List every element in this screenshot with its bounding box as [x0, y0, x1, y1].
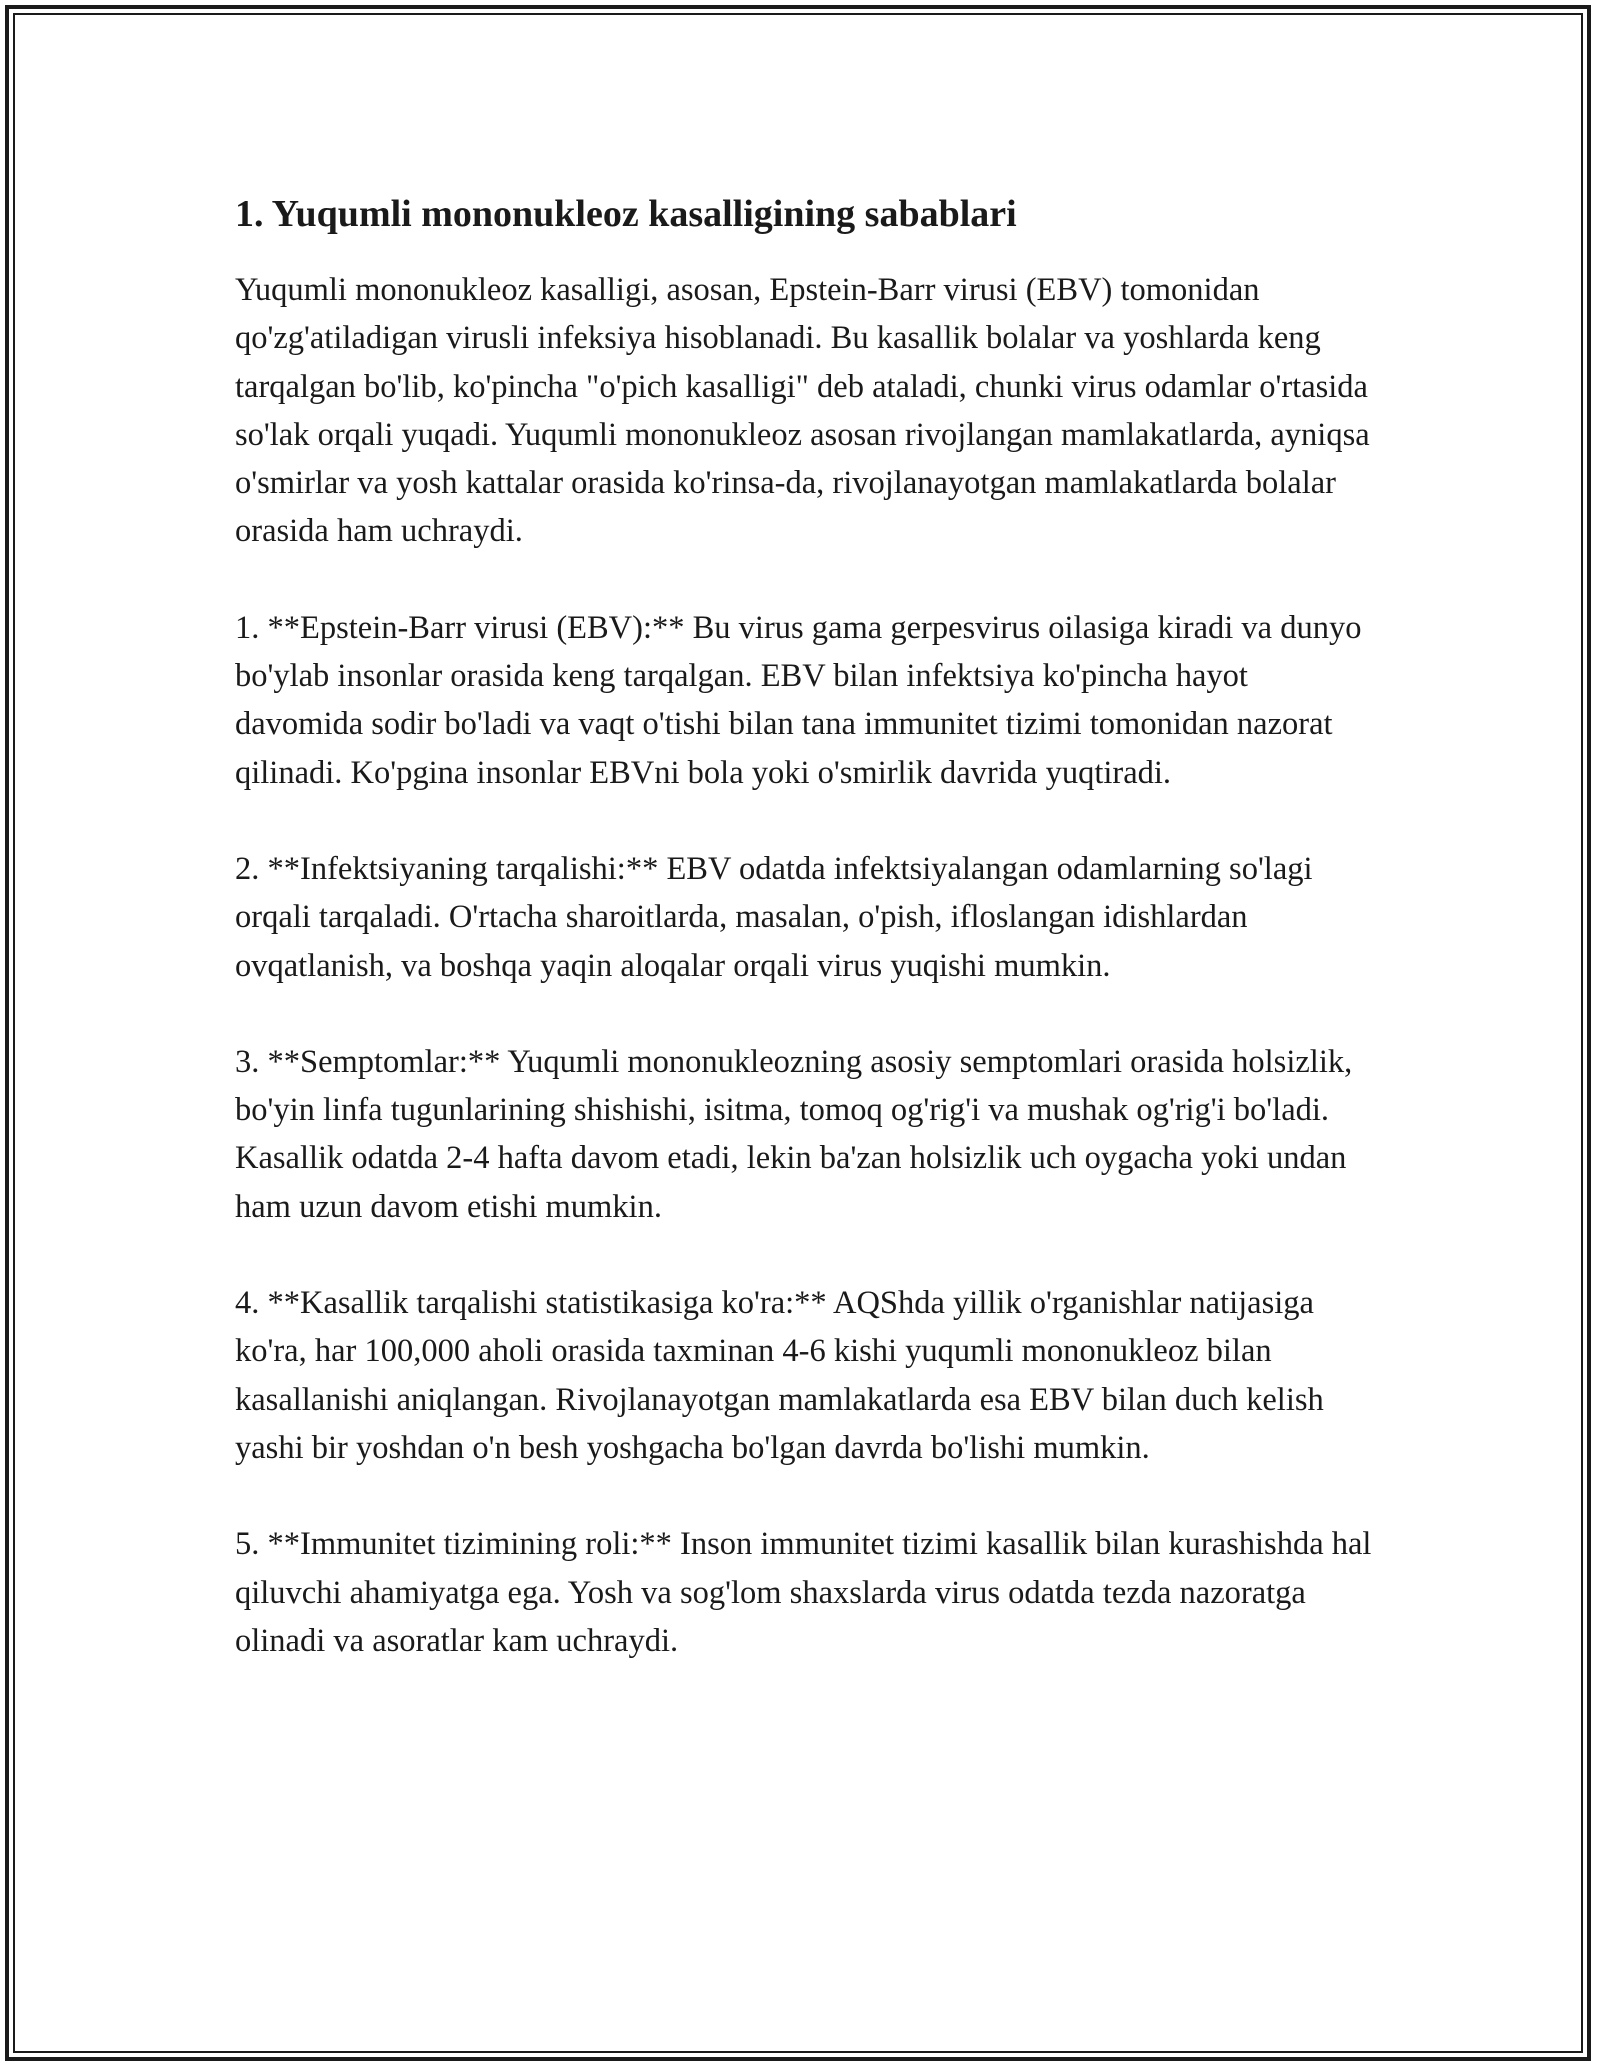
- intro-paragraph: Yuqumli mononukleoz kasalligi, asosan, Epstein-Barr virusi (EBV) tomonidan qo'zg'atiladigan virusli infeksiya hisoblanadi. Bu kasallik bolalar va yoshlarda keng tarqalgan bo'lib, ko'pincha "o'pich kasalligi" deb ataladi, chunki virus odamlar o'rtasida so'lak orqali yuqadi. Yuqumli mononukleoz asosan rivojlangan mamlakatlarda, ayniqsa o'smirlar va yosh kattalar orasida ko'rinsa-da, rivojlanayotgan mamlakatlarda bolalar orasida ham uchraydi.: [235, 272, 1370, 550]
- point-immunity-paragraph: 5. **Immunitet tizimining roli:** Inson immunitet tizimi kasallik bilan kurashishda hal qiluvchi ahamiyatga ega. Yosh va sog'lom shaxslarda virus odatda tezda nazoratga olinadi va asoratlar kam uchraydi.: [235, 1526, 1372, 1659]
- point-ebv-paragraph: 1. **Epstein-Barr virusi (EBV):** Bu virus gama gerpesvirus oilasiga kiradi va dunyo bo'ylab insonlar orasida keng tarqalgan. EBV bilan infektsiya ko'pincha hayot davomida sodir bo'ladi va vaqt o'tishi bilan tana immunitet tizimi tomonidan nazorat qilinadi. Ko'pgina insonlar EBVni bola yoki o'smirlik davrida yuqtiradi.: [235, 609, 1362, 791]
- point-symptoms-paragraph: 3. **Semptomlar:** Yuqumli mononukleozning asosiy semptomlari orasida holsizlik, bo'yin linfa tugunlarining shishishi, isitma, tomoq og'rig'i va mushak og'rig'i bo'ladi. Kasallik odatda 2-4 hafta davom etadi, lekin ba'zan holsizlik uch oygacha yoki undan ham uzun davom etishi mumkin.: [235, 1043, 1353, 1225]
- point-transmission-paragraph: 2. **Infektsiyaning tarqalishi:** EBV odatda infektsiyalangan odamlarning so'lagi orqali tarqaladi. O'rtacha sharoitlarda, masalan, o'pish, ifloslangan idishlardan ovqatlanish, va boshqa yaqin aloqalar orqali virus yuqishi mumkin.: [235, 850, 1313, 984]
- document-body: [235, 188, 1375, 1713]
- section-heading: 1. Yuqumli mononukleoz kasalligining sabablari: [235, 193, 1017, 235]
- point-statistics-paragraph: 4. **Kasallik tarqalishi statistikasiga ko'ra:** AQShda yillik o'rganishlar natijasiga ko'ra, har 100,000 aholi orasida taxminan 4-6 kishi yuqumli mononukleoz bilan kasallanishi aniqlangan. Rivojlanayotgan mamlakatlarda esa EBV bilan duch kelish yashi bir yoshdan o'n besh yoshgacha bo'lgan davrda bo'lishi mumkin.: [235, 1285, 1324, 1466]
